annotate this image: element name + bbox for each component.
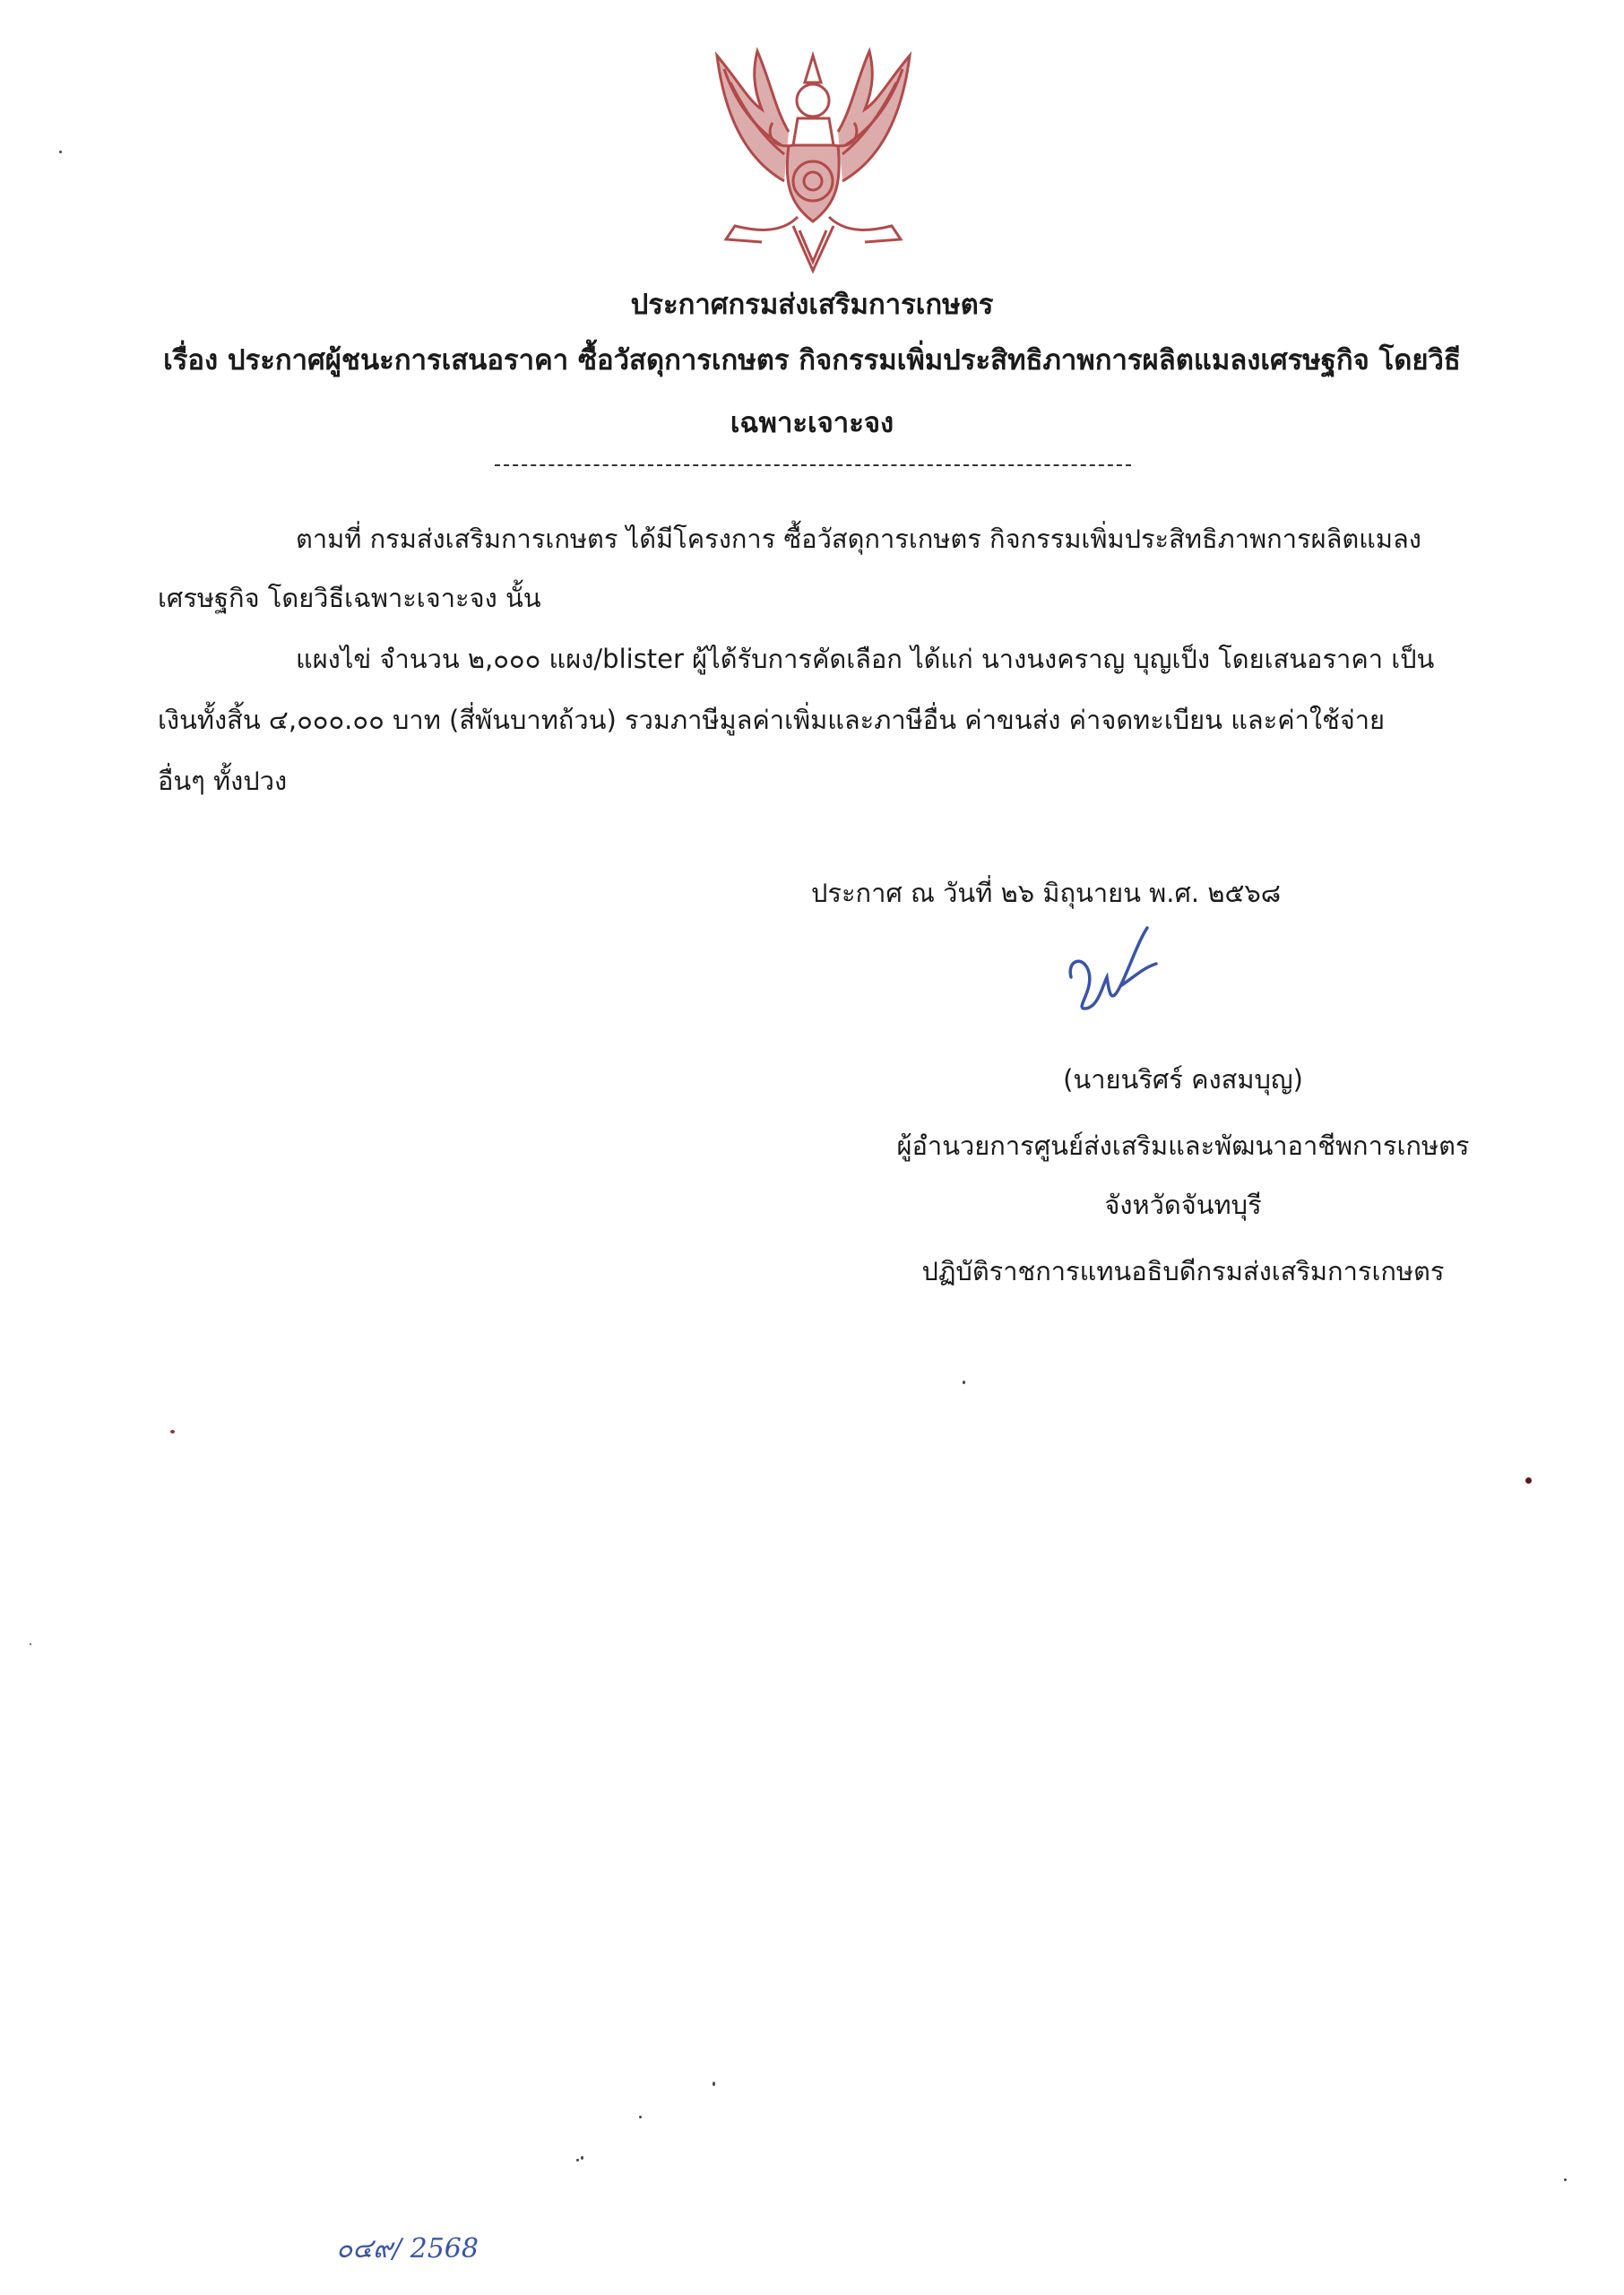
signatory-acting-for: ปฏิบัติราชการแทนอธิบดีกรมส่งเสริมการเกษตร [921,1256,1445,1286]
announcement-subject: เรื่อง ประกาศผู้ชนะการเสนอราคา ซื้อวัสดุการเกษตร กิจกรรมเพิ่มประสิทธิภาพการผลิตแมลงเศรษฐกิจ โดยวิธี [163,344,1461,377]
announcement-subject-continued: เฉพาะเจาะจง [730,407,894,439]
signatory-province: จังหวัดจันทบุรี [1104,1190,1262,1220]
scan-speck [30,1643,31,1645]
body-paragraph-line: เศรษฐกิจ โดยวิธีเฉพาะเจาะจง นั้น [158,583,541,613]
body-paragraph-line: ตามที่ กรมส่งเสริมการเกษตร ได้มีโครงการ ซื้อวัสดุการเกษตร กิจกรรมเพิ่มประสิทธิภาพการผลิตแมลง [296,524,1421,554]
handwritten-document-number: ๐๔๙/ 2568 [336,2233,479,2265]
scan-speck [59,151,62,153]
scan-speck [170,1430,175,1433]
body-paragraph-line: แผงไข่ จำนวน ๒,๐๐๐ แผง/blister ผู้ได้รับการคัดเลือก ได้แก่ นางนงคราญ บุญเป็ง โดยเสนอราคา เป็น [296,644,1435,674]
body-paragraph-line: อื่นๆ ทั้งปวง [158,766,288,796]
announcement-title: ประกาศกรมส่งเสริมการเกษตร [630,289,994,321]
scan-speck [1525,1477,1532,1484]
signatory-name: (นายนริศร์ คงสมบุญ) [1063,1064,1303,1095]
signature-icon [1058,923,1165,1022]
scan-speck [581,2156,583,2160]
announcement-date: ประกาศ ณ วันที่ ๒๖ มิถุนายน พ.ศ. ๒๕๖๘ [811,878,1282,908]
garuda-emblem-icon [699,47,928,280]
scan-speck [1564,2178,1567,2181]
scan-speck [639,2116,642,2118]
signatory-position: ผู้อำนวยการศูนย์ส่งเสริมและพัฒนาอาชีพการเกษตร [896,1130,1470,1161]
divider-line [495,464,1131,466]
scan-speck [963,1381,965,1384]
scan-speck [713,2082,715,2086]
body-paragraph-line: เงินทั้งสิ้น ๔,๐๐๐.๐๐ บาท (สี่พันบาทถ้วน) รวมภาษีมูลค่าเพิ่มและภาษีอื่น ค่าขนส่ง ค่าจดทะเบียน และค่าใช้จ่าย [158,705,1386,735]
scan-speck [576,2159,579,2161]
